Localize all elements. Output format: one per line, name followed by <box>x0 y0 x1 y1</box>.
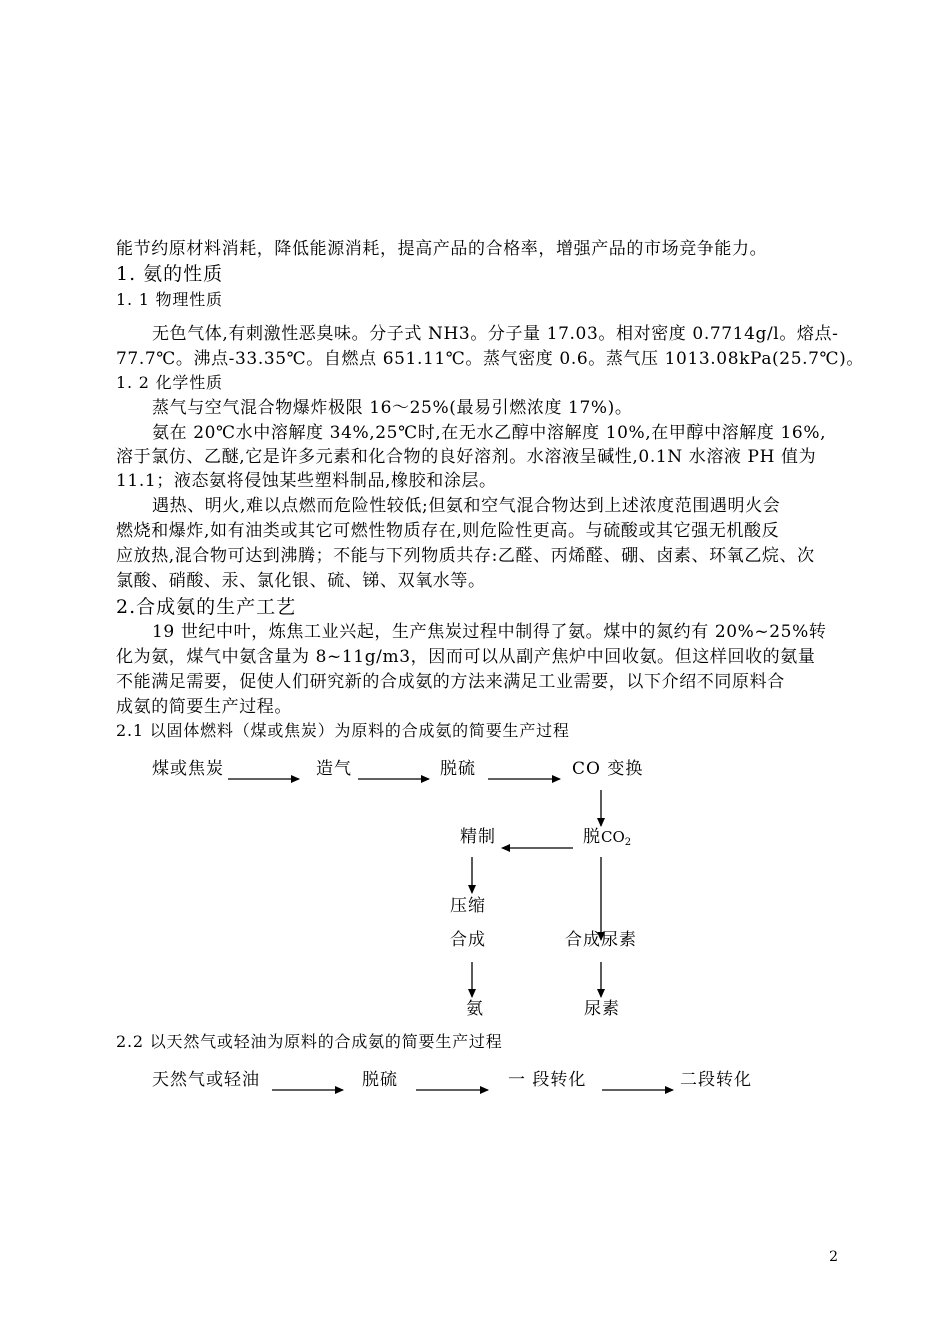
paragraph-solubility-1: 氨在 20℃水中溶解度 34%,25℃时,在无水乙醇中溶解度 10%,在甲醇中溶解度 16%, <box>152 423 827 443</box>
paragraph-history-4: 成氨的简要生产过程。 <box>116 697 292 717</box>
paragraph-hazard-1: 遇热、明火,难以点燃而危险性较低;但氨和空气混合物达到上述浓度范围遇明火会 <box>152 496 781 516</box>
paragraph-hazard-4: 氯酸、硝酸、汞、氯化银、硫、锑、双氧水等。 <box>116 571 486 591</box>
subsection-heading-1-1: 1. 1 物理性质 <box>116 290 223 309</box>
flow1-node-gasify: 造气 <box>316 759 352 779</box>
subsection-heading-2-1: 2.1 以固体燃料（煤或焦炭）为原料的合成氨的简要生产过程 <box>116 721 570 740</box>
flow2-node-desulfurization: 脱硫 <box>362 1070 398 1090</box>
flow1-node-ammonia: 氨 <box>466 999 484 1019</box>
flow1-node-urea: 尿素 <box>584 999 620 1019</box>
paragraph-physical-2: 77.7℃。沸点-33.35℃。自燃点 651.11℃。蒸气密度 0.6。蒸气压 1013.08kPa(25.7℃)。 <box>116 349 864 369</box>
paragraph-solubility-3: 11.1；液态氨将侵蚀某些塑料制品,橡胶和涂层。 <box>116 471 497 491</box>
flow2-node-natural-gas: 天然气或轻油 <box>152 1070 260 1090</box>
flow2-node-secondary-reforming: 二段转化 <box>680 1070 752 1090</box>
flow1-decarb-subscript: 2 <box>624 837 632 848</box>
section-heading-1: 1. 氨的性质 <box>116 263 224 285</box>
flow1-node-compress: 压缩 <box>450 896 486 916</box>
flow1-node-urea-synthesis: 合成尿素 <box>565 930 637 950</box>
flow1-decarb-label: 脱 <box>583 827 601 847</box>
section-heading-2: 2.合成氨的生产工艺 <box>116 596 297 618</box>
paragraph-hazard-3: 应放热,混合物可达到沸腾；不能与下列物质共存:乙醛、丙烯醛、硼、卤素、环氧乙烷、次 <box>116 546 815 566</box>
subsection-heading-1-2: 1. 2 化学性质 <box>116 373 223 392</box>
page-number: 2 <box>829 1249 838 1265</box>
paragraph-physical-1: 无色气体,有刺激性恶臭味。分子式 NH3。分子量 17.03。相对密度 0.7714g/l。熔点- <box>152 324 839 344</box>
flow1-decarb-formula: CO <box>601 828 625 846</box>
flow1-node-co-shift: CO 变换 <box>572 759 644 779</box>
paragraph-history-3: 不能满足需要，促使人们研究新的合成氨的方法来满足工业需要，以下介绍不同原料合 <box>116 672 785 692</box>
paragraph-solubility-2: 溶于氯仿、乙醚,它是许多元素和化合物的良好溶剂。水溶液呈碱性,0.1N 水溶液 PH 值为 <box>116 447 817 467</box>
flow1-node-decarbonization <box>583 826 631 854</box>
flow1-node-desulfurization: 脱硫 <box>440 759 476 779</box>
paragraph-explosion-limit: 蒸气与空气混合物爆炸极限 16～25%(最易引燃浓度 17%)。 <box>152 398 633 418</box>
subsection-heading-2-2: 2.2 以天然气或轻油为原料的合成氨的简要生产过程 <box>116 1032 503 1051</box>
flow1-node-refine: 精制 <box>460 827 496 847</box>
paragraph-history-1: 19 世纪中叶，炼焦工业兴起，生产焦炭过程中制得了氨。煤中的氮约有 20%~25%转 <box>152 622 827 642</box>
flow2-node-primary-reforming: 一 段转化 <box>508 1070 587 1090</box>
flow1-node-synthesis: 合成 <box>450 930 486 950</box>
paragraph-history-2: 化为氨，煤气中氨含量为 8~11g/m3，因而可以从副产焦炉中回收氨。但这样回收的氨量 <box>116 647 816 667</box>
text-line-intro: 能节约原材料消耗，降低能源消耗，提高产品的合格率，增强产品的市场竞争能力。 <box>116 239 768 259</box>
paragraph-hazard-2: 燃烧和爆炸,如有油类或其它可燃性物质存在,则危险性更高。与硫酸或其它强无机酸反 <box>116 521 780 541</box>
flow1-node-coal: 煤或焦炭 <box>152 759 224 779</box>
